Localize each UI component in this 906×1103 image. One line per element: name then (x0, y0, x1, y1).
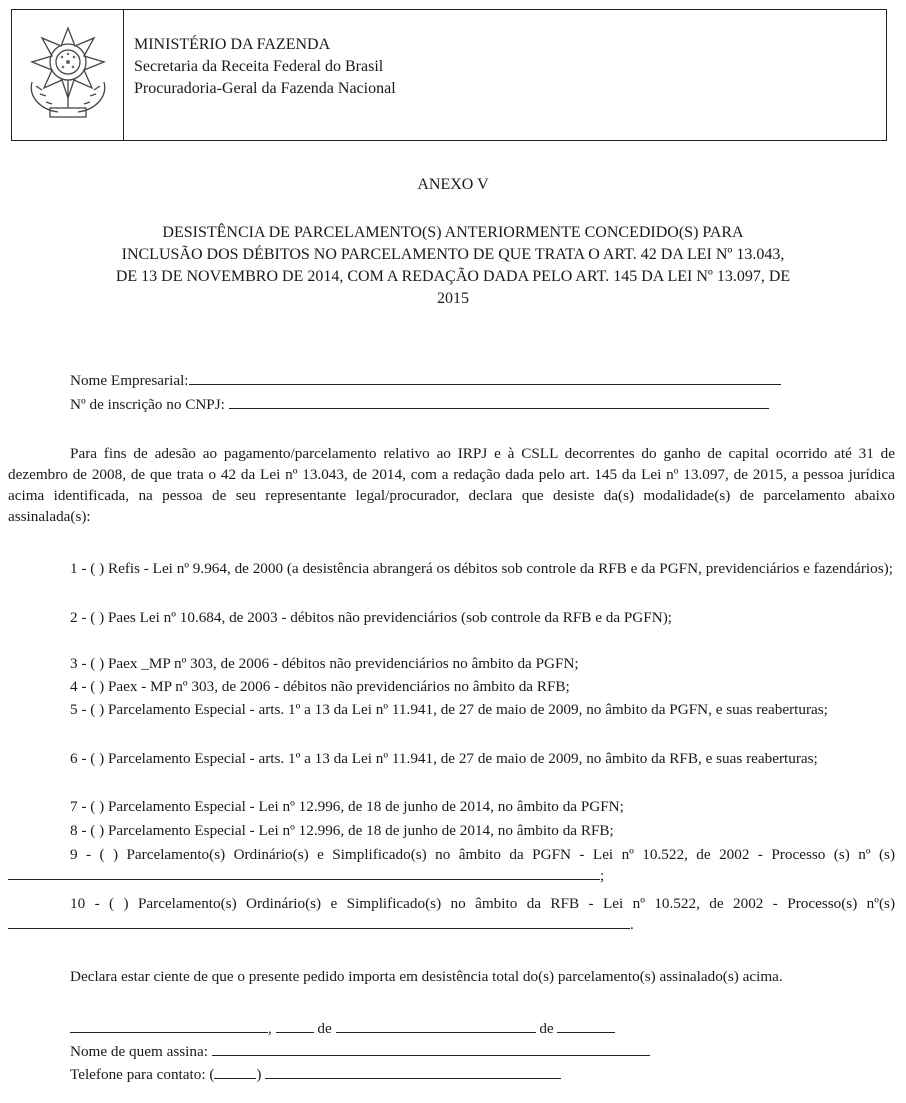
cnpj-label: Nº de inscrição no CNPJ: (70, 396, 225, 413)
option-text: 8 - ( ) Parcelamento Especial - Lei nº 12.996, de 18 de junho de 2014, no âmbito da RFB; (70, 822, 614, 839)
de-label: de (317, 1020, 332, 1037)
area-code-blank[interactable] (214, 1064, 256, 1079)
company-name-label: Nome Empresarial: (70, 372, 189, 389)
option-6[interactable] (8, 748, 895, 769)
organization-lines (134, 34, 396, 100)
title-line: INCLUSÃO DOS DÉBITOS NO PARCELAMENTO DE QUE TRATA O ART. 42 DA LEI Nº 13.043, (121, 246, 785, 263)
option-8[interactable] (8, 820, 895, 841)
cnpj-field[interactable] (70, 394, 769, 415)
intro-paragraph (8, 443, 895, 527)
day-blank[interactable] (276, 1018, 314, 1033)
coat-of-arms-icon (24, 24, 112, 124)
phone-number-blank[interactable] (265, 1064, 561, 1079)
option-text: 2 - ( ) Paes Lei nº 10.684, de 2003 - débitos não previdenciários (sob controle da RFB e da PGFN); (70, 609, 672, 626)
seal-cell (12, 10, 124, 140)
phone-field[interactable] (70, 1064, 561, 1085)
company-name-field[interactable] (70, 370, 781, 391)
signer-name-field[interactable] (70, 1041, 650, 1062)
option-text: 3 - ( ) Paex _MP nº 303, de 2006 - débitos não previdenciários no âmbito da PGFN; (70, 655, 579, 672)
title-line: DE 13 DE NOVEMBRO DE 2014, COM A REDAÇÃO DADA PELO ART. 145 DA LEI Nº 13.097, DE (115, 268, 791, 285)
option-text: 1 - ( ) Refis - Lei nº 9.964, de 2000 (a desistência abrangerá os débitos sob controle da RFB e da PGFN, previdenciários e fazendários); (70, 560, 893, 577)
option-end-mark: . (630, 916, 634, 933)
secretariat-name: Secretaria da Receita Federal do Brasil (134, 58, 384, 75)
place-date-line (70, 1018, 615, 1039)
title-line: 2015 (437, 290, 469, 307)
option-3[interactable] (8, 653, 895, 674)
ministry-name: MINISTÉRIO DA FAZENDA (134, 36, 331, 53)
phone-close: ) (256, 1066, 262, 1083)
de-label: de (539, 1020, 554, 1037)
comma: , (268, 1020, 272, 1037)
document-title (8, 222, 898, 310)
place-blank[interactable] (70, 1018, 268, 1033)
company-name-blank[interactable] (189, 370, 781, 385)
option-text: 9 - ( ) Parcelamento(s) Ordinário(s) e Simplificado(s) no âmbito da PGFN - Lei nº 10.522, de 2002 - Processo (s) nº (s) (70, 846, 895, 863)
process-number-blank[interactable] (8, 865, 600, 880)
process-number-blank[interactable] (8, 914, 630, 929)
option-text: 6 - ( ) Parcelamento Especial - arts. 1º a 13 da Lei nº 11.941, de 27 de maio de 2009, no âmbito da RFB, e suas reaberturas; (70, 750, 818, 767)
option-7[interactable] (8, 796, 895, 817)
year-blank[interactable] (557, 1018, 615, 1033)
annex-label: ANEXO V (417, 176, 489, 193)
option-text: 4 - ( ) Paex - MP nº 303, de 2006 - débitos não previdenciários no âmbito da RFB; (70, 678, 570, 695)
header-box (11, 9, 887, 141)
declaration-text: Declara estar ciente de que o presente pedido importa em desistência total do(s) parcelamento(s) assinalado(s) acima. (70, 968, 783, 985)
month-blank[interactable] (336, 1018, 536, 1033)
option-end-mark: ; (600, 867, 605, 884)
option-5[interactable] (8, 699, 895, 720)
option-4[interactable] (8, 676, 895, 697)
intro-text: Para fins de adesão ao pagamento/parcelamento relativo ao IRPJ e à CSLL decorrentes do ganho de capital ocorrido até 31 de dezembro de 2008, de que trata o 42 da Lei nº 13.043, de 2014, com a redação dada pelo art. 145 da Lei nº 13.097, de 2015, a pessoa jurídica acima identificada, na pessoa de seu representante legal/procurador, declara que desiste da(s) modalidade(s) de parcelamento abaixo assinalada(s): (8, 445, 895, 525)
phone-label: Telefone para contato: ( (70, 1066, 215, 1083)
option-9[interactable] (8, 844, 895, 886)
option-text: 5 - ( ) Parcelamento Especial - arts. 1º a 13 da Lei nº 11.941, de 27 de maio de 2009, no âmbito da PGFN, e suas reaberturas; (70, 701, 828, 718)
cnpj-blank[interactable] (229, 394, 769, 409)
option-text: 7 - ( ) Parcelamento Especial - Lei nº 12.996, de 18 de junho de 2014, no âmbito da PGFN; (70, 798, 624, 815)
option-2[interactable] (8, 607, 895, 628)
declaration-paragraph (8, 966, 895, 987)
signer-label: Nome de quem assina: (70, 1043, 208, 1060)
title-line: DESISTÊNCIA DE PARCELAMENTO(S) ANTERIORMENTE CONCEDIDO(S) PARA (162, 224, 744, 241)
option-1[interactable] (8, 558, 895, 579)
attorney-office-name: Procuradoria-Geral da Fazenda Nacional (134, 80, 396, 97)
option-10[interactable] (8, 893, 895, 935)
option-text: 10 - ( ) Parcelamento(s) Ordinário(s) e Simplificado(s) no âmbito da RFB - Lei nº 10.522, de 2002 - Processo(s) nº(s) (70, 895, 895, 912)
signer-name-blank[interactable] (212, 1041, 650, 1056)
